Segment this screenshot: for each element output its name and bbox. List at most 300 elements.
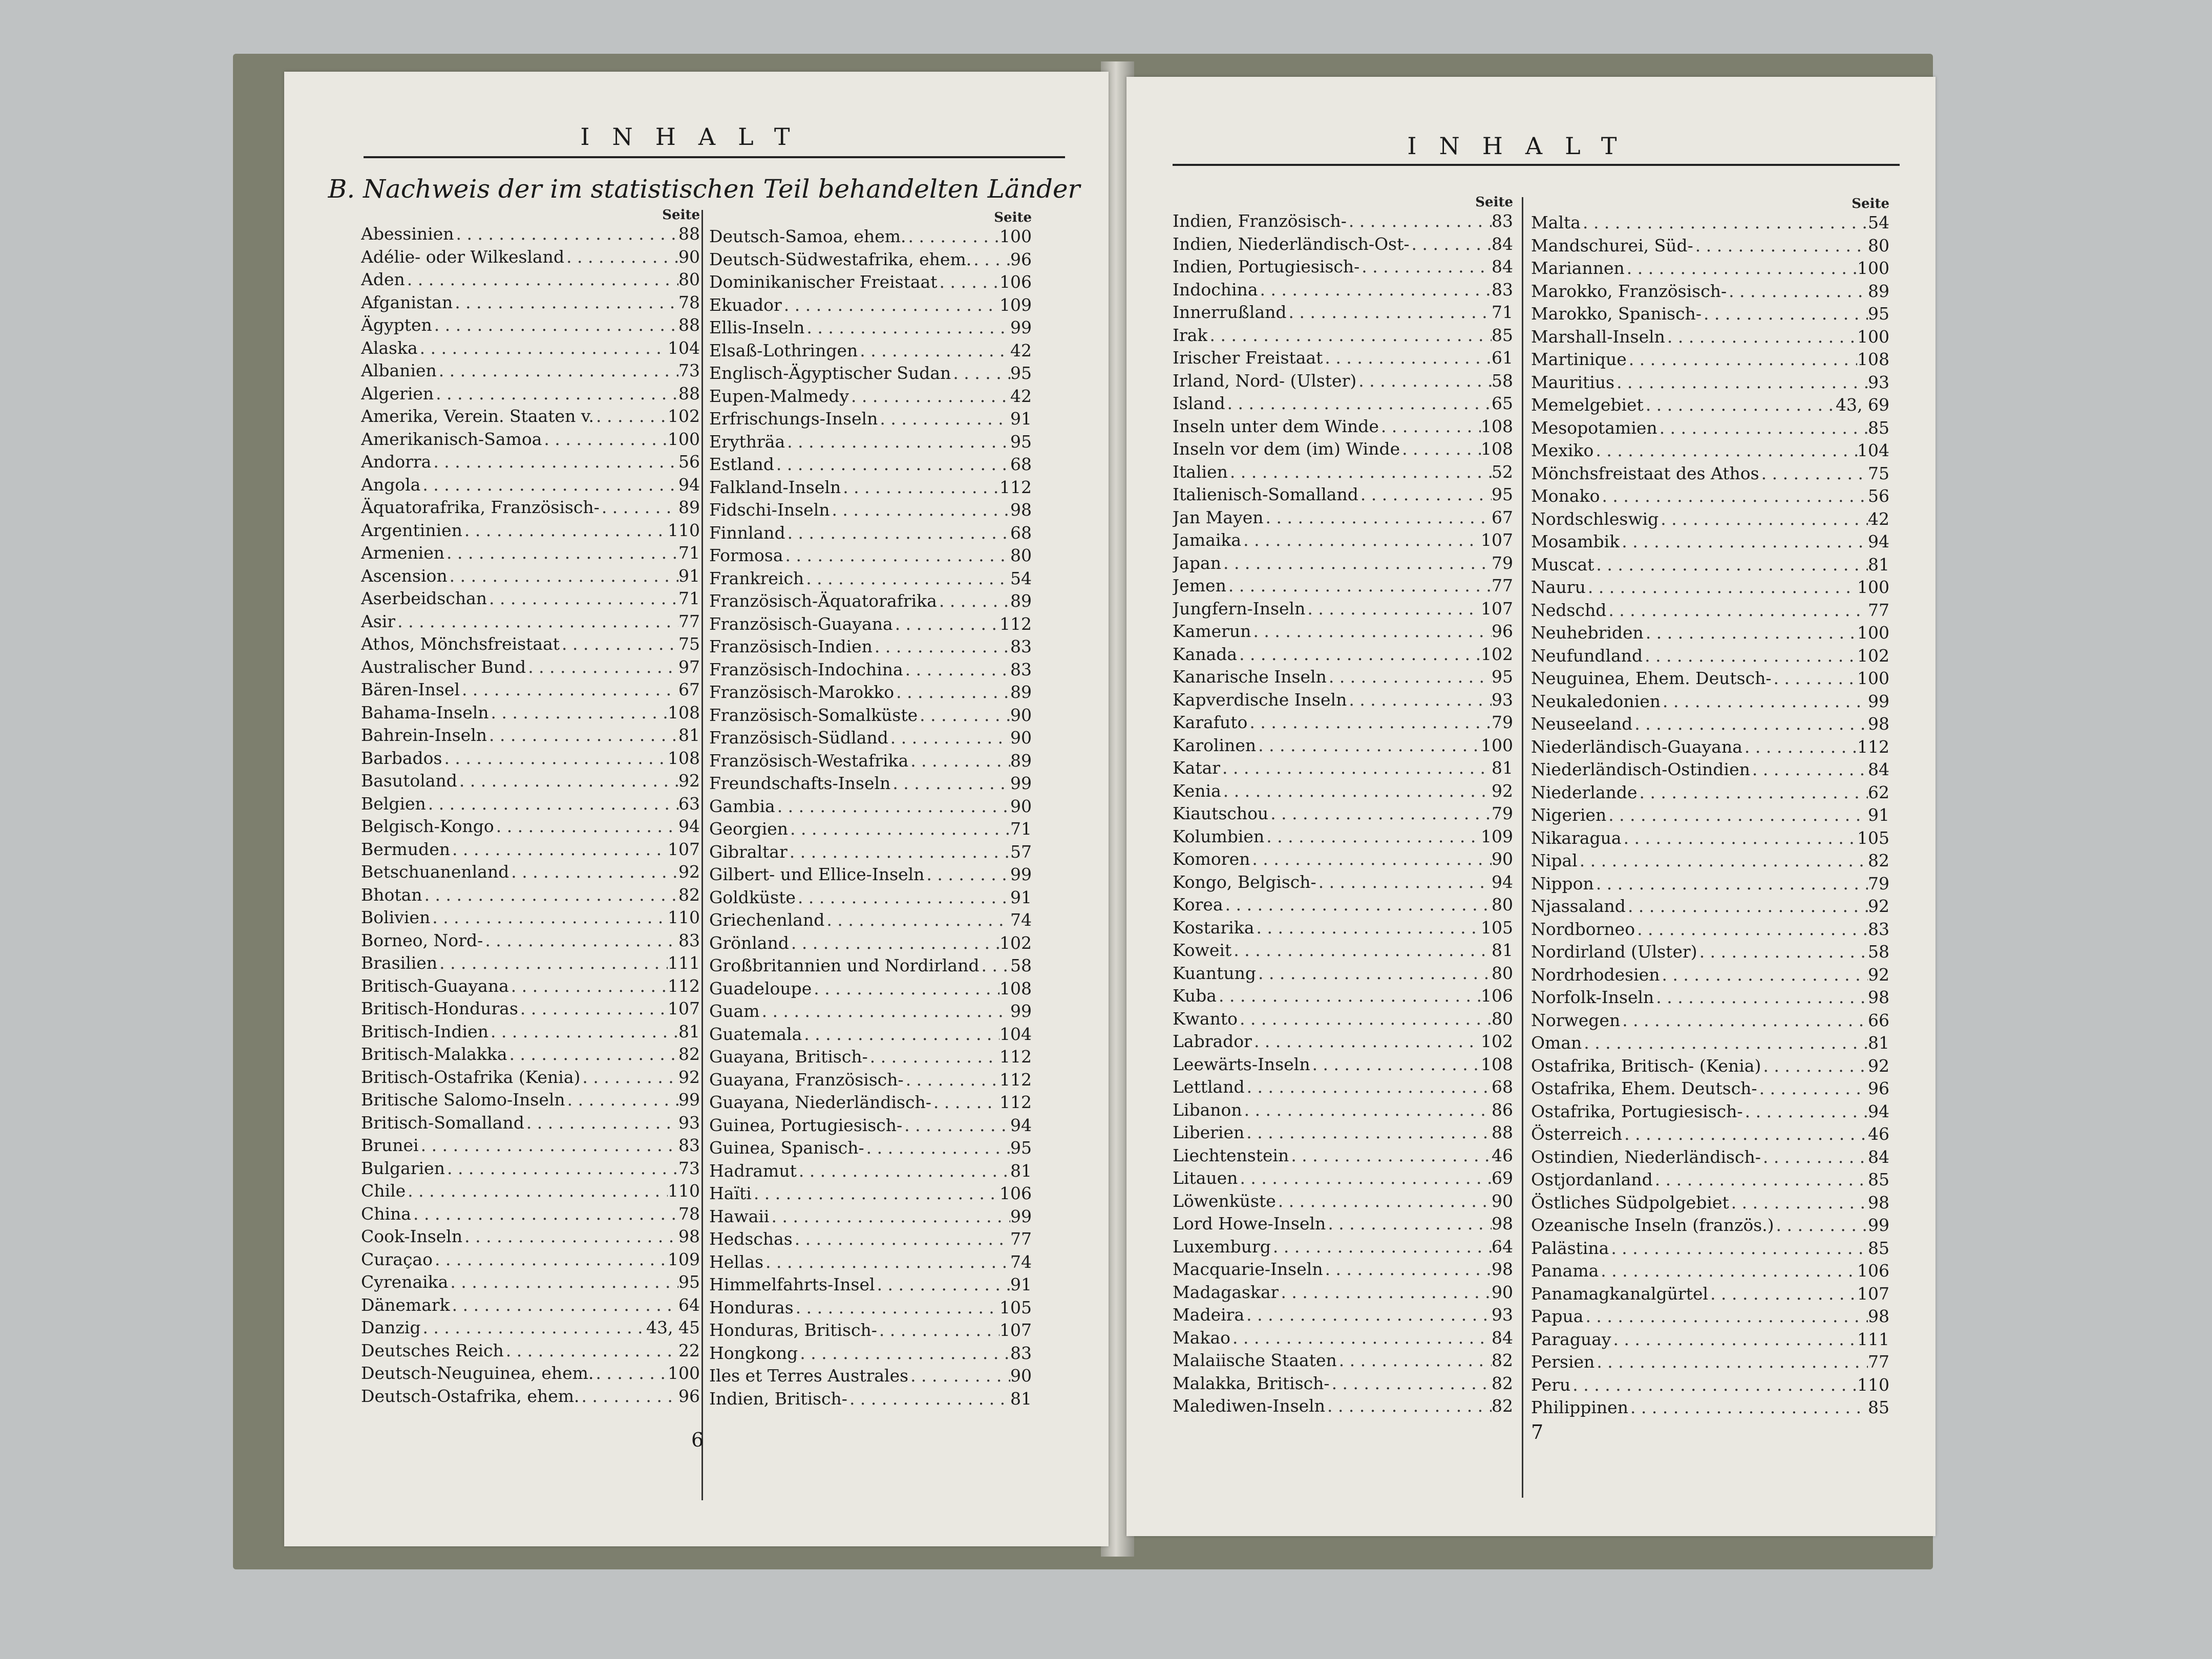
index-entry <box>1173 1213 1513 1236</box>
entry-page: 77 <box>1492 576 1513 595</box>
index-entry <box>1173 210 1513 233</box>
entry-leader-dots <box>1626 895 1868 918</box>
entry-page: 91 <box>1010 1274 1032 1294</box>
entry-page: 95 <box>1010 431 1032 452</box>
entry-country: Nordborneo <box>1531 919 1635 939</box>
entry-page: 109 <box>668 1249 700 1269</box>
entry-page: 71 <box>678 543 700 563</box>
entry-country: Georgien <box>709 819 788 839</box>
entry-leader-dots <box>868 1046 999 1069</box>
entry-country: Fidschi-Inseln <box>709 500 830 520</box>
entry-country: Kolumbien <box>1173 826 1265 846</box>
entry-country: Falkland-Inseln <box>709 477 841 497</box>
entry-page: 90 <box>1492 1282 1513 1302</box>
entry-leader-dots <box>794 1296 999 1320</box>
entry-leader-dots <box>431 451 678 474</box>
index-entry <box>1173 1349 1513 1372</box>
index-entry <box>361 1157 700 1180</box>
entry-country: Indien, Niederländisch-Ost- <box>1173 233 1410 254</box>
entry-page: 61 <box>1492 348 1513 368</box>
entry-page: 91 <box>1010 887 1032 907</box>
entry-page: 94 <box>678 816 700 836</box>
entry-country: Gibraltar <box>709 841 788 862</box>
index-entry <box>1173 825 1513 848</box>
index-entry <box>361 1089 700 1112</box>
entry-country: Innerrußland <box>1173 302 1287 322</box>
entry-country: Kostarika <box>1173 917 1254 938</box>
entry-leader-dots <box>1657 417 1868 440</box>
entry-leader-dots <box>797 1160 1010 1183</box>
entry-page: 100 <box>1857 258 1889 278</box>
index-entry <box>1531 873 1889 896</box>
index-entry <box>1531 622 1889 645</box>
entry-page: 77 <box>678 611 700 631</box>
entry-leader-dots <box>1661 690 1868 713</box>
entry-leader-dots <box>1611 1328 1857 1351</box>
entry-leader-dots <box>1347 689 1492 712</box>
entry-page: 94 <box>1492 871 1513 892</box>
entry-country: Andorra <box>361 452 432 472</box>
entry-leader-dots <box>1356 370 1492 393</box>
index-entry <box>361 1385 700 1408</box>
entry-leader-dots <box>903 658 1010 682</box>
entry-country: Kenia <box>1173 780 1221 801</box>
entry-page: 74 <box>1010 1251 1032 1272</box>
entry-country: Hadramut <box>709 1160 797 1181</box>
entry-country: Litauen <box>1173 1168 1238 1188</box>
index-entry <box>361 542 700 565</box>
entry-leader-dots <box>906 225 999 248</box>
entry-page: 79 <box>1492 803 1513 823</box>
entry-page: 100 <box>668 1363 700 1383</box>
entry-leader-dots <box>924 863 1010 886</box>
entry-leader-dots <box>433 1248 668 1271</box>
index-entry <box>1173 1190 1513 1213</box>
entry-country: Lord Howe-Inseln <box>1173 1214 1326 1233</box>
index-entry <box>361 656 700 679</box>
entry-leader-dots <box>420 474 678 497</box>
entry-leader-dots <box>908 750 1010 773</box>
entry-country: Haïti <box>709 1183 752 1203</box>
index-entry <box>1173 894 1513 917</box>
entry-country: Französisch-Guayana <box>709 613 893 634</box>
entry-page: 102 <box>1857 645 1889 666</box>
entry-country: Libanon <box>1173 1099 1242 1120</box>
index-entry <box>1173 506 1513 529</box>
index-entry <box>1531 554 1889 577</box>
entry-country: Martinique <box>1531 349 1627 369</box>
entry-page: 71 <box>678 588 700 608</box>
entry-country: Deutsch-Südwestafrika, ehem. <box>709 249 972 269</box>
entry-leader-dots <box>1628 1396 1868 1419</box>
entry-leader-dots <box>1326 1213 1492 1236</box>
index-entry <box>709 886 1032 909</box>
index-column-1 <box>1173 195 1513 1418</box>
entry-leader-dots <box>1228 461 1492 484</box>
entry-page: 74 <box>1010 910 1032 930</box>
entry-country: Kuantung <box>1173 963 1257 983</box>
entry-leader-dots <box>1653 1168 1868 1192</box>
entry-country: Malakka, Britisch- <box>1173 1373 1330 1393</box>
entry-page: 98 <box>1868 1192 1889 1213</box>
index-entry <box>709 1273 1032 1296</box>
entry-page: 89 <box>1010 750 1032 771</box>
entry-leader-dots <box>788 818 1010 841</box>
index-entry <box>1173 438 1513 461</box>
entry-country: Deutsch-Neuguinea, ehem. <box>361 1363 594 1383</box>
entry-country: Papua <box>1531 1306 1584 1326</box>
index-entry <box>1173 1304 1513 1327</box>
entry-leader-dots <box>1620 1009 1868 1032</box>
entry-leader-dots <box>1578 849 1868 873</box>
index-entry <box>361 906 700 929</box>
entry-page: 107 <box>668 839 700 859</box>
entry-country: Luxemburg <box>1173 1236 1271 1257</box>
index-entry <box>361 838 700 861</box>
entry-country: Indien, Portugiesisch- <box>1173 257 1360 276</box>
index-entry <box>361 610 700 633</box>
index-entry <box>709 772 1032 795</box>
entry-page: 102 <box>1481 644 1513 664</box>
entry-page: 79 <box>1492 712 1513 732</box>
index-entry <box>1531 827 1889 850</box>
entry-country: Neuguinea, Ehem. Deutsch- <box>1531 668 1772 688</box>
entry-country: Paraguay <box>1531 1329 1611 1349</box>
entry-leader-dots <box>1727 280 1868 303</box>
entry-leader-dots <box>785 522 1010 545</box>
entry-country: Französisch-Südland <box>709 728 888 748</box>
entry-country: Makao <box>1173 1327 1231 1348</box>
entry-leader-dots <box>971 248 1010 271</box>
entry-country: Argentinien <box>361 520 462 540</box>
entry-page: 107 <box>1857 1283 1889 1304</box>
entry-leader-dots <box>798 1342 1010 1365</box>
index-entry <box>1173 324 1513 347</box>
index-entry <box>1531 645 1889 668</box>
index-entry <box>709 1091 1032 1114</box>
entry-leader-dots <box>1217 985 1481 1008</box>
entry-country: Bulgarien <box>361 1158 445 1178</box>
entry-country: Französisch-Marokko <box>709 682 895 702</box>
entry-page: 81 <box>1868 1033 1889 1053</box>
entry-leader-dots <box>1622 827 1857 850</box>
index-entry <box>1531 417 1889 440</box>
entry-country: Mexiko <box>1531 440 1594 460</box>
entry-page: 91 <box>1010 409 1032 429</box>
entry-country: Bhotan <box>361 884 422 905</box>
entry-country: Marshall-Inseln <box>1531 326 1665 347</box>
entry-page: 99 <box>1010 1206 1032 1226</box>
entry-country: Philippinen <box>1531 1397 1628 1417</box>
entry-leader-dots <box>1606 804 1868 827</box>
entry-country: Monako <box>1531 486 1600 506</box>
entry-country: Kanarische Inseln <box>1173 667 1327 687</box>
index-entry <box>361 1203 700 1226</box>
index-entry <box>361 997 700 1020</box>
entry-leader-dots <box>1207 324 1492 347</box>
entry-page: 112 <box>999 477 1032 497</box>
entry-leader-dots <box>422 884 678 907</box>
entry-page: 108 <box>668 748 700 768</box>
index-entry <box>1173 757 1513 780</box>
entry-leader-dots <box>1327 666 1492 689</box>
entry-leader-dots <box>454 223 679 246</box>
index-entry <box>1173 1053 1513 1076</box>
index-entry <box>1173 1008 1513 1031</box>
index-entry <box>1173 871 1513 894</box>
entry-leader-dots <box>1337 1349 1492 1372</box>
index-entry <box>361 1339 700 1363</box>
entry-page: 99 <box>1010 1001 1032 1021</box>
entry-country: Mariannen <box>1531 258 1625 278</box>
entry-leader-dots <box>1644 394 1836 417</box>
entry-page: 80 <box>1492 963 1513 983</box>
entry-page: 75 <box>678 634 700 654</box>
index-entry <box>1531 713 1889 736</box>
index-entry <box>1173 575 1513 598</box>
entry-page: 99 <box>1010 773 1032 793</box>
entry-page: 84 <box>1492 233 1513 254</box>
entry-page: 80 <box>1010 545 1032 565</box>
entry-leader-dots <box>802 1023 999 1046</box>
entry-leader-dots <box>888 727 1010 750</box>
entry-leader-dots <box>1693 235 1868 258</box>
entry-leader-dots <box>509 861 678 884</box>
index-entry <box>361 1225 700 1248</box>
index-entry <box>1531 781 1889 804</box>
index-entry <box>1531 895 1889 918</box>
entry-page: 110 <box>668 520 700 540</box>
entry-leader-dots <box>1594 1351 1868 1374</box>
index-entry <box>361 496 700 519</box>
index-entry <box>1173 392 1513 415</box>
entry-page: 92 <box>1868 1055 1889 1076</box>
index-entry <box>1173 620 1513 643</box>
index-entry <box>361 884 700 907</box>
entry-country: Britisch-Malakka <box>361 1044 507 1064</box>
index-entry <box>361 1020 700 1044</box>
entry-leader-dots <box>504 1339 678 1363</box>
entry-country: Asir <box>361 611 396 631</box>
entry-page: 82 <box>678 1044 700 1064</box>
entry-page: 93 <box>678 1112 700 1133</box>
entry-country: Hawaii <box>709 1206 770 1226</box>
entry-page: 102 <box>999 932 1032 953</box>
section-title: B. Nachweis der im statistischen Teil behandelten Länder <box>328 174 1080 204</box>
entry-leader-dots <box>858 339 1010 363</box>
entry-country: Palästina <box>1531 1238 1609 1258</box>
page-header: INHALT <box>580 123 813 151</box>
entry-country: Albanien <box>361 360 437 380</box>
entry-page: 98 <box>1010 500 1032 520</box>
entry-leader-dots <box>1643 645 1857 668</box>
entry-country: Kiautschou <box>1173 803 1269 823</box>
entry-leader-dots <box>1358 483 1492 506</box>
index-entry <box>1173 1121 1513 1144</box>
entry-leader-dots <box>445 1157 678 1180</box>
entry-country: Eupen-Malmedy <box>709 386 849 406</box>
entry-country: Jungfern-Inseln <box>1173 598 1306 619</box>
entry-country: Iles et Terres Australes <box>709 1366 909 1386</box>
entry-page: 108 <box>1481 439 1513 459</box>
entry-page: 73 <box>678 360 700 380</box>
entry-page: 90 <box>1010 728 1032 748</box>
entry-country: Formosa <box>709 545 783 565</box>
entry-page: 90 <box>1010 705 1032 725</box>
index-entry <box>1173 711 1513 734</box>
entry-leader-dots <box>1244 1304 1492 1327</box>
entry-country: Bermuden <box>361 839 451 859</box>
entry-leader-dots <box>1264 506 1492 529</box>
entry-country: Ozeanische Inseln (französ.) <box>1531 1215 1774 1235</box>
entry-page: 100 <box>1857 326 1889 347</box>
entry-country: Dominikanischer Freistaat <box>709 272 938 292</box>
entry-leader-dots <box>406 1180 668 1203</box>
index-entry <box>1531 1260 1889 1283</box>
index-entry <box>361 793 700 816</box>
entry-country: Finnland <box>709 522 785 543</box>
entry-page: 107 <box>1481 530 1513 550</box>
entry-page: 102 <box>668 406 700 426</box>
entry-leader-dots <box>1238 1167 1492 1190</box>
entry-page: 81 <box>678 725 700 745</box>
index-entry <box>1173 233 1513 256</box>
index-entry <box>361 929 700 952</box>
entry-country: Norfolk-Inseln <box>1531 987 1654 1007</box>
entry-leader-dots <box>804 316 1010 339</box>
entry-page: 82 <box>678 884 700 905</box>
entry-country: Kapverdische Inseln <box>1173 689 1347 710</box>
index-entry <box>1531 371 1889 394</box>
index-entry <box>1173 279 1513 302</box>
index-entry <box>1531 1192 1889 1215</box>
entry-leader-dots <box>437 359 678 382</box>
entry-leader-dots <box>789 932 999 955</box>
entry-leader-dots <box>864 1137 1010 1160</box>
entry-country: Löwenküste <box>1173 1190 1276 1211</box>
entry-leader-dots <box>1241 529 1481 552</box>
entry-leader-dots <box>1250 848 1492 871</box>
index-entry <box>1173 347 1513 370</box>
entry-country: Deutsch-Ostafrika, ehem. <box>361 1386 580 1406</box>
entry-leader-dots <box>1620 530 1868 554</box>
entry-country: Niederländisch-Guayana <box>1531 736 1742 757</box>
entry-country: Cook-Inseln <box>361 1226 463 1246</box>
entry-leader-dots <box>426 793 678 816</box>
index-entry <box>1173 1327 1513 1350</box>
index-entry <box>709 1114 1032 1137</box>
entry-leader-dots <box>1287 301 1492 324</box>
entry-page: 96 <box>1492 621 1513 641</box>
entry-leader-dots <box>1400 438 1481 461</box>
index-entry <box>1531 1032 1889 1055</box>
entry-page: 100 <box>1857 577 1889 597</box>
index-entry <box>709 613 1032 636</box>
seite-label: Seite <box>662 207 700 223</box>
entry-country: Kongo, Belgisch- <box>1173 871 1316 892</box>
entry-page: 46 <box>1492 1145 1513 1165</box>
index-entry <box>1173 689 1513 712</box>
entry-country: Mauritius <box>1531 372 1615 392</box>
index-entry <box>709 954 1032 977</box>
entry-country: Adélie- oder Wilkesland <box>361 246 565 267</box>
entry-page: 52 <box>1492 461 1513 482</box>
entry-country: Niederlande <box>1531 782 1637 802</box>
entry-page: 108 <box>1857 349 1889 369</box>
entry-page: 80 <box>1492 895 1513 914</box>
entry-leader-dots <box>775 795 1010 818</box>
entry-country: Griechenland <box>709 910 825 930</box>
entry-country: Nordrhodesien <box>1531 964 1660 985</box>
entry-leader-dots <box>1594 554 1868 577</box>
entry-country: Gambia <box>709 796 775 816</box>
index-entry <box>361 633 700 656</box>
entry-leader-dots <box>448 565 678 588</box>
index-entry <box>709 544 1032 567</box>
entry-page: 111 <box>1857 1329 1889 1349</box>
entry-page: 85 <box>1868 1238 1889 1258</box>
entry-leader-dots <box>420 1316 646 1339</box>
entry-leader-dots <box>487 724 678 747</box>
entry-page: 89 <box>1868 281 1889 301</box>
index-entry <box>1173 1144 1513 1167</box>
entry-page: 82 <box>1492 1373 1513 1393</box>
entry-country: Indien, Französisch- <box>1173 211 1347 231</box>
entry-leader-dots <box>908 1365 1010 1388</box>
entry-page: 85 <box>1492 325 1513 345</box>
entry-country: Lettland <box>1173 1077 1245 1097</box>
entry-country: Panama <box>1531 1261 1599 1281</box>
entry-country: Ostafrika, Ehem. Deutsch- <box>1531 1078 1757 1098</box>
entry-country: Mandschurei, Süd- <box>1531 235 1693 256</box>
entry-page: 90 <box>1010 796 1032 816</box>
index-entry <box>361 975 700 998</box>
entry-leader-dots <box>450 1294 678 1317</box>
entry-page: 98 <box>1868 987 1889 1007</box>
entry-leader-dots <box>1325 1395 1492 1418</box>
entry-leader-dots <box>487 587 678 610</box>
entry-page: 95 <box>1010 1138 1032 1158</box>
entry-leader-dots <box>796 886 1010 909</box>
index-entry <box>361 747 700 770</box>
index-entry <box>1173 1167 1513 1190</box>
index-entry <box>361 1294 700 1317</box>
entry-leader-dots <box>1221 552 1492 575</box>
entry-country: Deutsches Reich <box>361 1340 504 1360</box>
entry-leader-dots <box>782 294 999 317</box>
entry-country: Basutoland <box>361 771 457 791</box>
entry-country: Japan <box>1173 552 1221 573</box>
entry-leader-dots <box>1252 1030 1481 1053</box>
entry-leader-dots <box>450 838 668 861</box>
entry-leader-dots <box>847 1388 1010 1411</box>
index-entry <box>709 681 1032 704</box>
entry-page: 92 <box>1868 964 1889 985</box>
index-entry <box>1531 986 1889 1009</box>
entry-country: Niederländisch-Ostindien <box>1531 759 1750 779</box>
entry-leader-dots <box>580 1066 678 1089</box>
entry-page: 77 <box>1868 600 1889 620</box>
entry-country: Guayana, Britisch- <box>709 1047 868 1067</box>
entry-leader-dots <box>902 1114 1010 1137</box>
entry-country: Elsaß-Lothringen <box>709 340 858 360</box>
index-entry <box>709 1137 1032 1160</box>
entry-leader-dots <box>752 1182 999 1205</box>
index-entry <box>709 316 1032 339</box>
entry-country: Guayana, Niederländisch- <box>709 1092 931 1112</box>
index-entry <box>361 519 700 542</box>
index-entry <box>1531 303 1889 326</box>
